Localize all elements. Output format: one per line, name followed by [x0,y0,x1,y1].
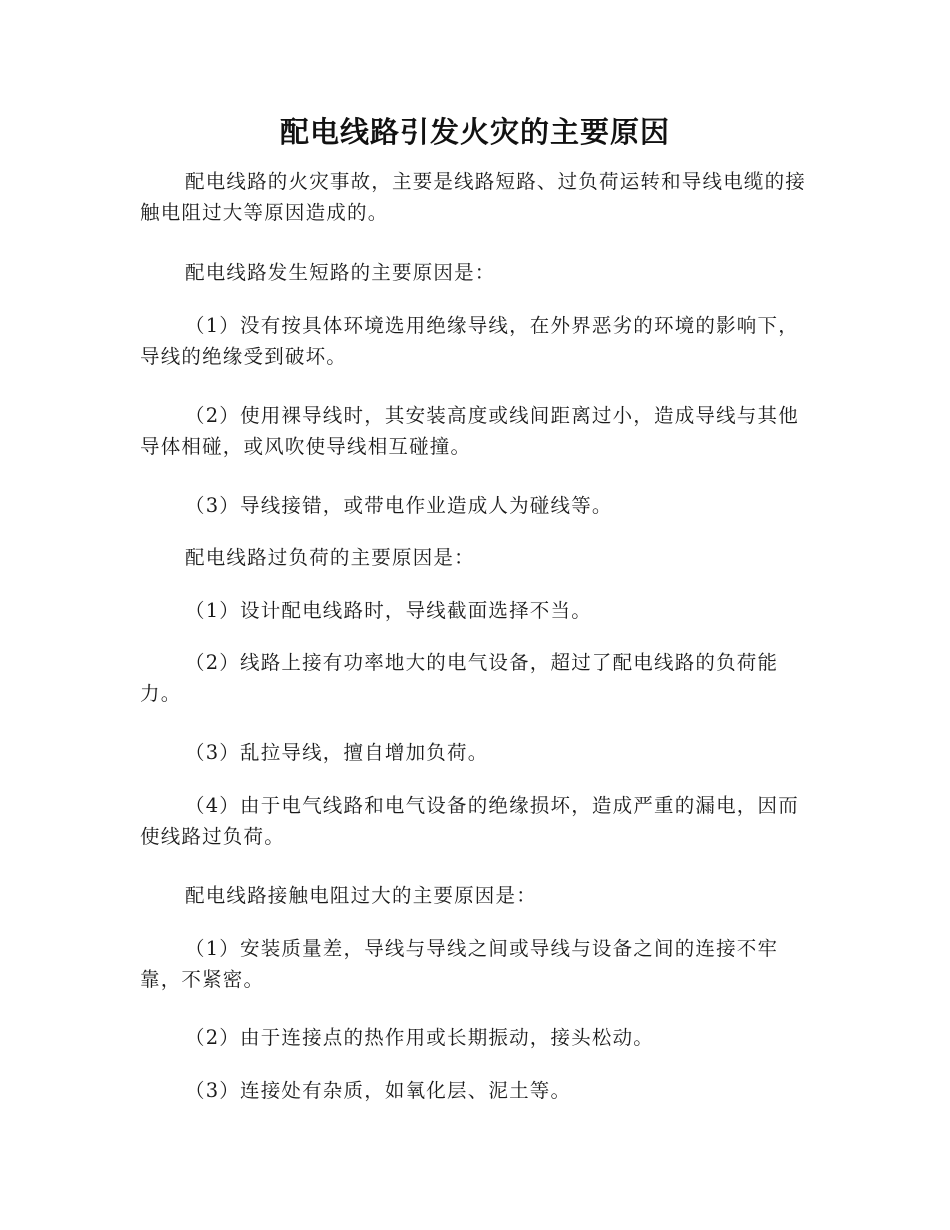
paragraph-overload-3: （3）乱拉导线，擅自增加负荷。 [185,741,489,764]
paragraph-contact-resistance-3: （3）连接处有杂质，如氧化层、泥土等。 [185,1079,572,1102]
paragraph-short-circuit-1: （1）没有按具体环境选用绝缘导线，在外界恶劣的环境的影响下，导线的绝缘受到破坏。 [140,314,799,368]
paragraph-overload-2: （2）线路上接有功率地大的电气设备，超过了配电线路的负荷能力。 [140,651,779,705]
paragraph-overload-1: （1）设计配电线路时，导线截面选择不当。 [185,599,592,622]
paragraph-overload-heading: 配电线路过负荷的主要原因是： [185,546,475,569]
paragraph-short-circuit-3: （3）导线接错，或带电作业造成人为碰线等。 [185,494,613,517]
paragraph-overload-4: （4）由于电气线路和电气设备的绝缘损坏，造成严重的漏电，因而使线路过负荷。 [140,794,799,848]
paragraph-intro: 配电线路的火灾事故，主要是线路短路、过负荷运转和导线电缆的接触电阻过大等原因造成的。 [140,170,807,224]
document-title: 配电线路引发火灾的主要原因 [279,115,670,149]
paragraph-contact-resistance-heading: 配电线路接触电阻过大的主要原因是： [185,884,537,907]
paragraph-short-circuit-2: （2）使用裸导线时，其安装高度或线间距离过小，造成导线与其他导体相碰，或风吹使导线相互碰撞。 [140,404,799,458]
paragraph-short-circuit-heading: 配电线路发生短路的主要原因是： [185,261,496,284]
paragraph-contact-resistance-1: （1）安装质量差，导线与导线之间或导线与设备之间的连接不牢靠，不紧密。 [140,937,779,991]
paragraph-contact-resistance-2: （2）由于连接点的热作用或长期振动，接头松动。 [185,1026,655,1049]
